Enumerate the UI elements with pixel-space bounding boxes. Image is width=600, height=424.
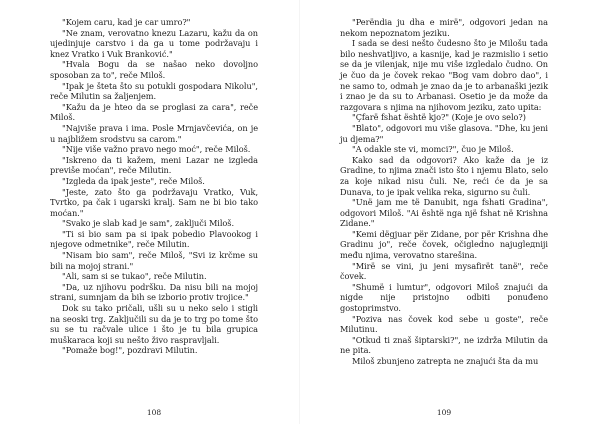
paragraph: "Nisam bio sam", reče Miloš, "Svi iz krčme su bili na mojoj strani." [50, 250, 258, 271]
paragraph: "Unë jam me të Danubit, nga fshati Gradina", odgovori Miloš. "Ai është nga një fshat në Krishna Zidane." [340, 197, 548, 229]
paragraph: "Najviše prava i ima. Posle Mrnjavčevića, on je u najbližem srodstvu sa carom." [50, 122, 258, 144]
page-number: 108 [146, 408, 162, 417]
paragraph: "Pomaže bog!", pozdravi Milutin. [62, 345, 198, 356]
paragraph: "Izgleda da ipak jeste", reče Miloš. [62, 175, 205, 186]
left-page [50, 17, 258, 417]
right-page-text [340, 17, 548, 367]
paragraph: "Poziva nas čovek kod sebe u goste", reče Milutinu. [340, 313, 548, 335]
paragraph: "Da, uz njihovu podršku. Da nisu bili na mojoj strani, sumnjam da bih se izborio protiv trojice." [50, 281, 258, 303]
paragraph: Miloš zbunjeno zatrepta ne znajući šta da mu [352, 356, 539, 366]
paragraph: "Svako je slab kad je sam", zaključi Miloš. [62, 218, 234, 229]
paragraph: Kako sad da odgovori? Ako kaže da je iz Gradine, to njima znači isto što i njemu Blato, selo za koje nikad nisu čuli. Ne, reći će da je sa Dunava, to je ipak velika reka, sigurno su čuli. [340, 154, 548, 197]
right-page [340, 17, 548, 417]
paragraph: "Kemi dëgjuar për Zidane, por për Krishna dhe Gradinu jo", reče čovek, očigledno najuglедniji među njima, verovatno starešina. [340, 228, 548, 261]
paragraph: "A odakle ste vi, momci?", čuo je Miloš. [352, 144, 514, 155]
paragraph: "Ipak je šteta što su potukli gospodara Nikolu", reče Milutin sa žaljenjem. [50, 80, 258, 102]
paragraph: "Jeste, zato što ga podržavaju Vratko, Vuk, Tvrtko, pa čak i ugarski kralj. Sam ne bi bio tako moćan." [50, 186, 258, 218]
book-gutter [299, 0, 300, 424]
paragraph: "Çfarë fshat është kjo?" (Koje je ovo selo?) [352, 112, 526, 123]
paragraph: "Blato", odgovori mu više glasova. "Dhe, ku jeni ju djema?" [340, 122, 548, 144]
paragraph: "Kažu da je hteo da se proglasi za cara", reče Miloš. [50, 101, 258, 123]
paragraph: "Hvala Bogu da se našao neko dovoljno sposoban za to", reče Miloš. [50, 59, 258, 80]
paragraph: Dok su tako pričali, ušli su u neko selo i stigli na seoski trg. Zaključili su da je to trg po tome što su se tu račvale ulice i što je tu bila grupica muškaraca koji su nešto živo raspravljali. [50, 303, 258, 345]
paragraph: "Kojem caru, kad je car umro?" [62, 17, 191, 27]
paragraph: "Shumë i lumtur", odgovori Miloš znajući da nigde nije pristojno odbiti ponuđeno gostoprimstvo. [340, 281, 548, 314]
paragraph: "Otkud ti znaš šiptarski?", ne izdrža Milutin da ne pita. [340, 334, 548, 356]
paragraph: "Mirë se vini, ju jeni mysafirët tanë", reče čovek. [340, 260, 548, 282]
paragraph: "Iskreno da ti kažem, meni Lazar ne izgleda previše moćan", reče Milutin. [50, 154, 258, 176]
paragraph: "Perëndia ju dha e mirë", odgovori jedan na nekom nepoznatom jeziku. [340, 17, 548, 38]
paragraph: "Nije više važno pravo nego moć", reče Miloš. [62, 144, 251, 155]
paragraph: "Ali, sam si se tukao", reče Milutin. [62, 271, 207, 282]
paragraph: "Ti si bio sam pa si ipak pobedio Plavookog i njegove odmetnike", reče Milutin. [50, 228, 258, 250]
left-page-text [50, 17, 258, 356]
page-number: 109 [436, 408, 452, 417]
paragraph: "Ne znam, verovatno knezu Lazaru, kažu da on ujedinjuje carstvo i da ga u tome podržavaju i knez Vratko i Vuk Branković." [50, 27, 258, 59]
paragraph: I sada se desi nešto čudesno što je Milošu tada bilo neshvatljivo, a kasnije, kad je razmislio i setio se da je vilenjak, nije mu više izgledalo čudno. On je čuo da je čovek rekao "Bog vam dobro dao", i ne samo to, odmah je znao da je to arbanaški jezik i znao je da su to Arbanasi. Osetio je da može da razgovara s njima na njihovom jeziku, zato upita: [340, 38, 548, 112]
